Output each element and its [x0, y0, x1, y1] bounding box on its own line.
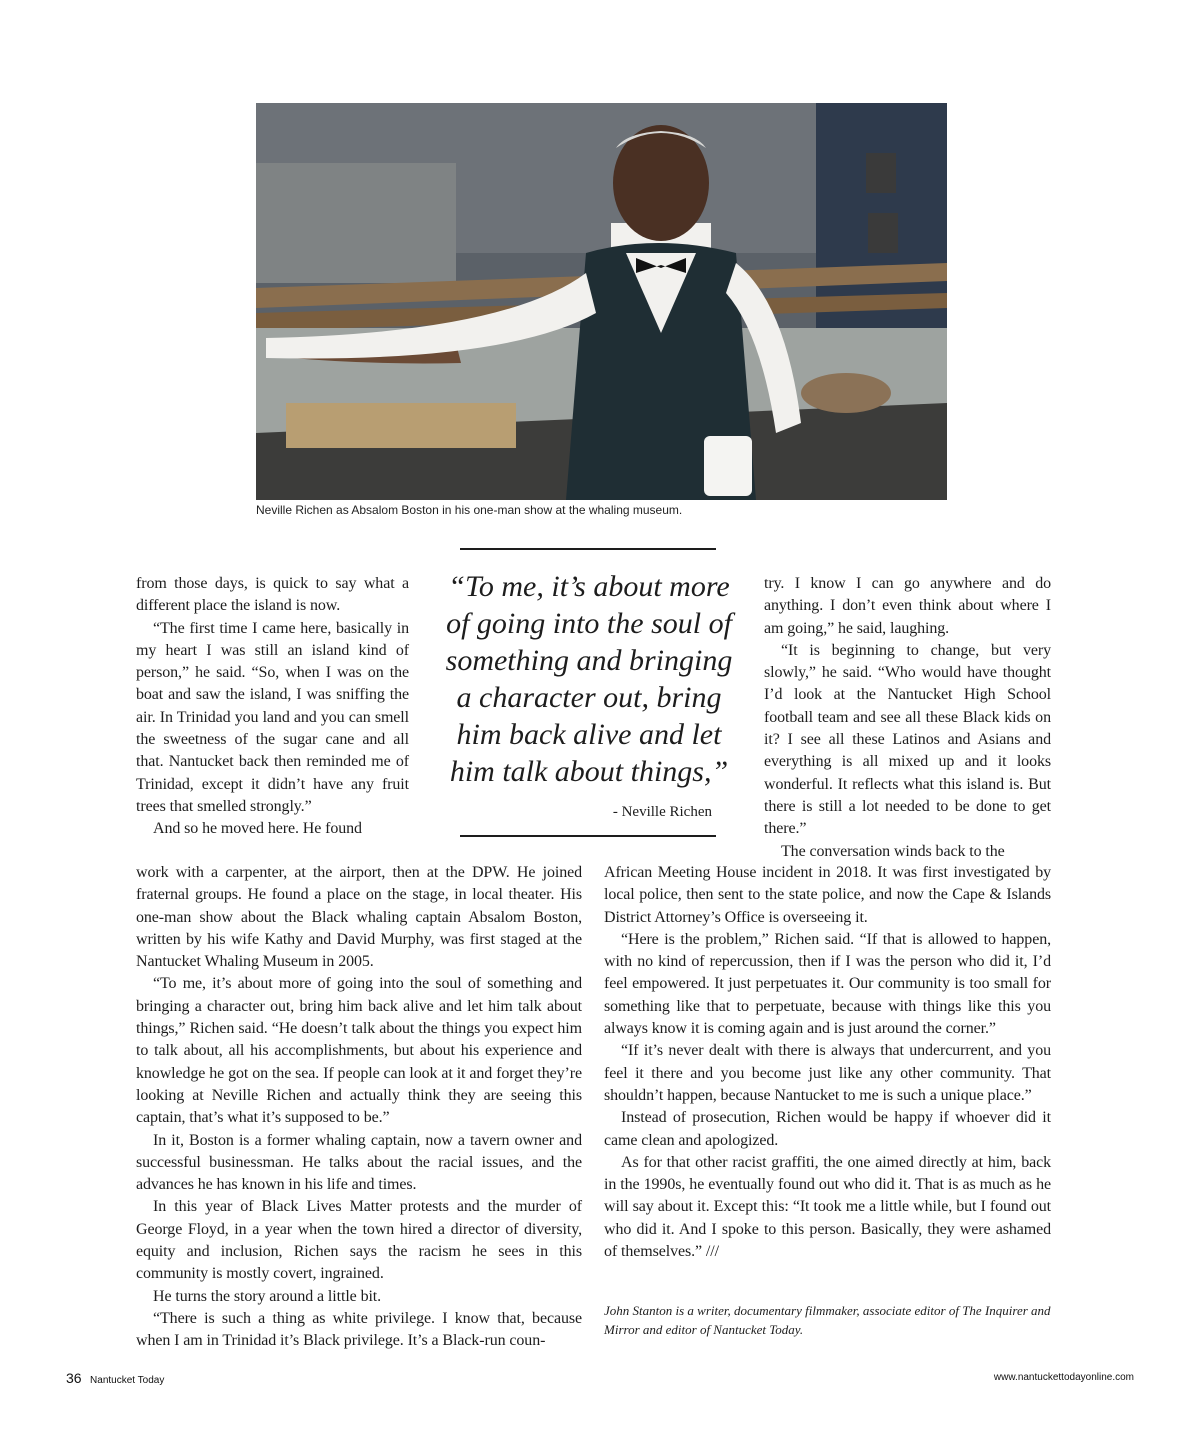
paragraph: “It is beginning to change, but very slowly,” he said. “Who would have thought I’d look at the Nantucket High School football team and see all these Black kids on it? I see all these Latinos and Asians and everything is all mixed up and it looks wonderful. It reflects what this island is. But there is still a lot needed to be done to get there.”: [764, 641, 1051, 838]
paragraph: work with a carpenter, at the airport, then at the DPW. He joined fraternal groups. He found a place on the stage, in local theater. His one-man show about the Black whaling captain Absalom Boston, written by his wife Kathy and David Murphy, was first staged at the Nantucket Whaling Museum in 2005.: [136, 864, 582, 971]
right-column-bottom: [604, 862, 1051, 1263]
publication-name: Nantucket Today: [90, 1375, 165, 1386]
paragraph: Instead of prosecution, Richen would be happy if whoever did it came clean and apologized.: [604, 1109, 1051, 1149]
feature-photo: [256, 103, 947, 500]
paragraph: In this year of Black Lives Matter protests and the murder of George Floyd, in a year when the town hired a director of diversity, equity and inclusion, Richen says the racism he sees in this community is mostly covert, ingrained.: [136, 1198, 582, 1283]
paragraph: try. I know I can go anywhere and do anything. I don’t even think about where I am going,” he said, laughing.: [764, 575, 1051, 637]
page-number: 36: [66, 1370, 82, 1386]
paragraph: “Here is the problem,” Richen said. “If that is allowed to happen, with no kind of repercussion, then if I was the person who did it, I’d feel empowered. It just perpetuates it. Our community is too small for something like that to perpetuate, because with things like this you always know it is coming again and is just around the corner.”: [604, 930, 1051, 1038]
paragraph: He turns the story around a little bit.: [153, 1287, 382, 1305]
paragraph: African Meeting House incident in 2018. It was first investigated by local police, then sent to the state police, and now the Cape & Islands District Attorney’s Office is overseeing it.: [604, 864, 1051, 926]
paragraph: The conversation winds back to the: [781, 842, 1005, 860]
website-url: www.nantuckettodayonline.com: [993, 1372, 1134, 1383]
paragraph: from those days, is quick to say what a different place the island is now.: [136, 575, 409, 615]
paragraph: As for that other racist graffiti, the one aimed directly at him, back in the 1990s, he eventually found out who did it. That is as much as he will say about it. Except this: “It took me a little while, but I found out who did it. And I spoke to this person. Basically, they were ashamed of themselves.” ///: [604, 1153, 1051, 1261]
pull-quote-top-rule: [460, 548, 716, 550]
paragraph: “There is such a thing as white privilege. I know that, because when I am in Trinidad it’s Black privilege. It’s a Black-run coun-: [136, 1309, 582, 1350]
photo-caption: Neville Richen as Absalom Boston in his one-man show at the whaling museum.: [256, 503, 683, 517]
pull-quote-attribution: - Neville Richen: [612, 804, 712, 820]
pull-quote: [436, 548, 742, 838]
paragraph: “To me, it’s about more of going into the soul of something and bringing a character out, bring him back alive and let him talk about things,” Richen said. “He doesn’t talk about the things you expect him to talk about, all his accomplishments, but about his experience and knowledge he got on the sea. If people can look at it and forget they’re looking at Neville Richen and actually think they are seeing this captain, that’s what it’s supposed to be.”: [136, 975, 582, 1127]
pull-quote-text: “To me, it’s about more of going into the soul of something and bringing a character out, bring him back alive and let him talk about things,”: [445, 570, 733, 788]
paragraph: “The first time I came here, basically in my heart I was still an island kind of person,” he said. “So, when I was on the boat and saw the island, I was sniffing the air. In Trinidad you land and you can smell the sweetness of the sugar cane and all that. Nantucket back then reminded me of Trinidad, except it didn’t have any fruit trees that smelled strongly.”: [136, 619, 409, 815]
left-column-top: [136, 573, 409, 841]
right-column-top: [764, 573, 1051, 863]
paragraph: In it, Boston is a former whaling captain, now a tavern owner and successful businessman. He talks about the racial issues, and the advances he has known in his life and times.: [136, 1131, 582, 1194]
author-bio: John Stanton is a writer, documentary filmmaker, associate editor of The Inquirer and Mirror and editor of Nantucket Today.: [604, 1303, 1051, 1337]
footer-left: [66, 1370, 164, 1388]
left-column-bottom: [136, 862, 582, 1353]
paragraph: And so he moved here. He found: [153, 820, 362, 838]
paragraph: “If it’s never dealt with there is always that undercurrent, and you feel it there and you become just like any other community. That shouldn’t happen, because Nantucket to me is such a unique place.”: [604, 1042, 1051, 1104]
pull-quote-bottom-rule: [460, 835, 716, 837]
